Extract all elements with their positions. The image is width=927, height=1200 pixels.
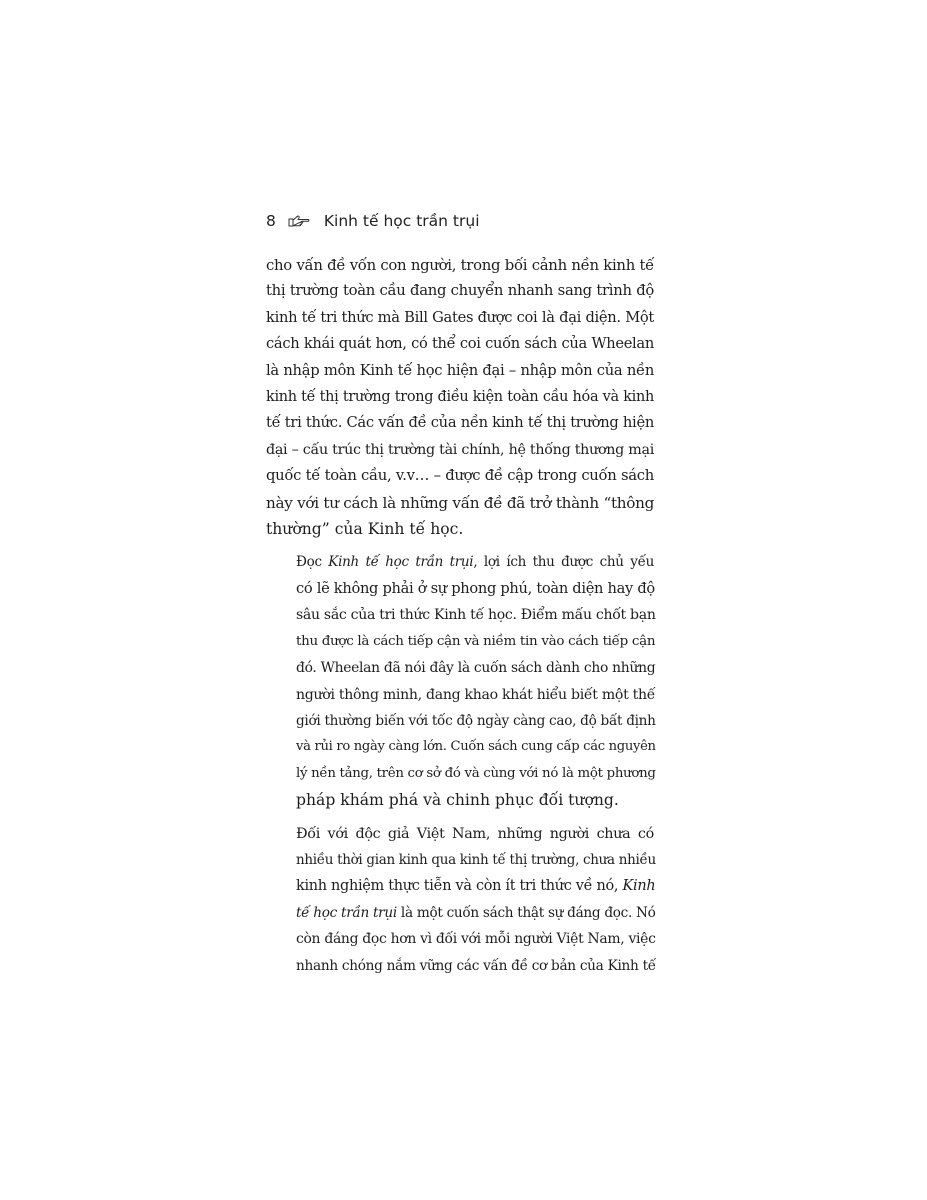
text-line: thu được là cách tiếp cận và niềm tin vào cách tiếp cận — [296, 633, 656, 649]
text-line: còn đáng đọc hơn vì đối với mỗi người Việt Nam, việc — [296, 931, 656, 948]
paragraph-1 — [266, 252, 654, 542]
text-line: kinh tế tri thức mà Bill Gates được coi là đại diện. Một — [266, 308, 654, 326]
text-run: Đọc — [296, 554, 329, 571]
text-line — [266, 873, 654, 899]
text-line — [266, 900, 654, 926]
text-line: thị trường toàn cầu đang chuyển nhanh sang trình độ — [266, 282, 654, 300]
text-run: là một cuốn sách thật sự đáng đọc. Nó — [396, 904, 656, 921]
text-line: kinh tế thị trường trong điều kiện toàn cầu hóa và kinh — [266, 389, 654, 406]
text-line: cho vấn đề vốn con người, trong bối cảnh nền kinh tế — [266, 256, 654, 274]
text-line: lý nền tảng, trên cơ sở đó và cùng với nó là một phương — [296, 765, 656, 781]
text-line: thường” của Kinh tế học. — [266, 520, 464, 539]
pointing-hand-icon — [288, 214, 312, 228]
text-line: pháp khám phá và chinh phục đối tượng. — [296, 791, 619, 810]
text-line: này với tư cách là những vấn đề đã trở thành “thông — [266, 493, 654, 512]
text-line: đó. Wheelan đã nói đây là cuốn sách dành cho những — [296, 660, 656, 677]
text-run: kinh nghiệm thực tiễn và còn ít tri thức về nó, — [296, 878, 623, 895]
text-line: cách khái quát hơn, có thể coi cuốn sách của Wheelan — [266, 335, 654, 353]
book-title: Kinh tế học trần trụi — [328, 554, 474, 571]
running-header — [266, 212, 480, 230]
text-line: quốc tế toàn cầu, v.v… – được đề cập trong cuốn sách — [266, 467, 654, 485]
text-line: sâu sắc của tri thức Kinh tế học. Điểm mấu chốt bạn — [296, 607, 656, 624]
text-line: đại – cấu trúc thị trường tài chính, hệ thống thương mại — [266, 441, 654, 458]
paragraph-3 — [266, 821, 654, 979]
running-title: Kinh tế học trần trụi — [323, 212, 480, 230]
text-line: Đối với độc giả Việt Nam, những người chưa có — [296, 825, 654, 842]
text-line: giới thường biến với tốc độ ngày càng cao, độ bất định — [296, 712, 656, 729]
text-line: là nhập môn Kinh tế học hiện đại – nhập môn của nền — [266, 361, 654, 379]
book-title: tế học trần trụi — [296, 904, 397, 921]
body-text — [266, 252, 654, 986]
book-title: Kinh — [622, 878, 656, 895]
text-run: , lợi ích thu được chủ yếu — [473, 554, 654, 571]
paragraph-2 — [266, 549, 654, 813]
text-line: có lẽ không phải ở sự phong phú, toàn diện hay độ — [296, 579, 655, 597]
text-line: nhiều thời gian kinh qua kinh tế thị trường, chưa nhiều — [296, 851, 656, 868]
text-line: người thông minh, đang khao khát hiểu biết một thế — [296, 686, 656, 703]
text-line: và rủi ro ngày càng lớn. Cuốn sách cung cấp các nguyên — [296, 739, 656, 755]
text-line: nhanh chóng nắm vững các vấn đề cơ bản của Kinh tế — [296, 957, 656, 974]
text-line: tế tri thức. Các vấn đề của nền kinh tế thị trường hiện — [266, 414, 654, 432]
text-line — [266, 549, 654, 575]
page-number: 8 — [266, 212, 276, 230]
